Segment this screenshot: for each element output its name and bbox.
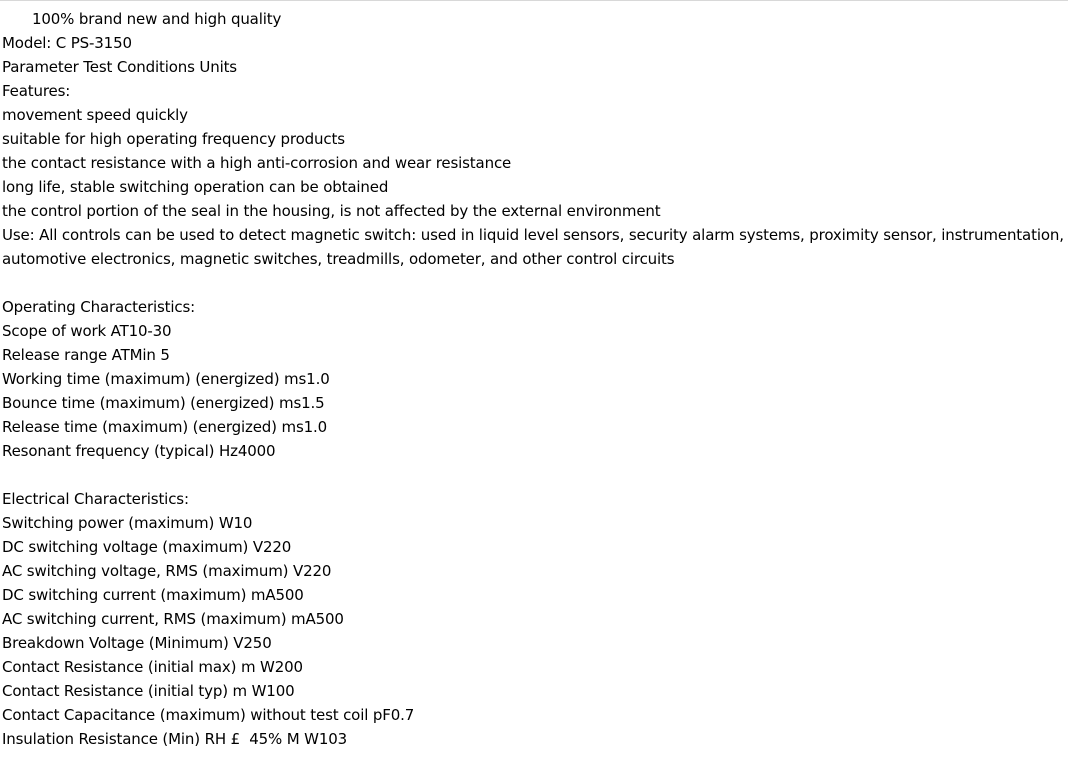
use-line: Use: All controls can be used to detect magnetic switch: used in liquid level sensors, security alarm systems, proximity sensor, instrumentation, bbox=[2, 226, 1064, 244]
model-line: Model: C PS-3150 bbox=[2, 34, 132, 52]
electrical-line: DC switching voltage (maximum) V220 bbox=[2, 538, 292, 556]
feature-line: the contact resistance with a high anti-corrosion and wear resistance bbox=[2, 154, 512, 172]
feature-line: suitable for high operating frequency products bbox=[2, 130, 345, 148]
electrical-line: DC switching current (maximum) mA500 bbox=[2, 586, 304, 604]
features-heading: Features: bbox=[2, 82, 71, 100]
intro-line: 100% brand new and high quality bbox=[32, 10, 282, 28]
electrical-line: Breakdown Voltage (Minimum) V250 bbox=[2, 634, 272, 652]
use-line: automotive electronics, magnetic switches, treadmills, odometer, and other control circuits bbox=[2, 250, 675, 268]
operating-heading: Operating Characteristics: bbox=[2, 298, 196, 316]
electrical-line: Insulation Resistance (Min) RH £ 45% M W103 bbox=[2, 730, 348, 748]
top-divider bbox=[0, 0, 1068, 1]
operating-line: Working time (maximum) (energized) ms1.0 bbox=[2, 370, 330, 388]
product-description bbox=[2, 7, 1062, 751]
electrical-line: AC switching voltage, RMS (maximum) V220 bbox=[2, 562, 332, 580]
electrical-line: AC switching current, RMS (maximum) mA500 bbox=[2, 610, 344, 628]
operating-line: Bounce time (maximum) (energized) ms1.5 bbox=[2, 394, 325, 412]
electrical-line: Contact Capacitance (maximum) without test coil pF0.7 bbox=[2, 706, 415, 724]
spacer bbox=[2, 463, 1062, 487]
electrical-heading: Electrical Characteristics: bbox=[2, 490, 189, 508]
electrical-line: Switching power (maximum) W10 bbox=[2, 514, 253, 532]
spacer bbox=[2, 271, 1062, 295]
electrical-line: Contact Resistance (initial typ) m W100 bbox=[2, 682, 295, 700]
operating-line: Scope of work AT10-30 bbox=[2, 322, 172, 340]
feature-line: the control portion of the seal in the housing, is not affected by the external environment bbox=[2, 202, 661, 220]
feature-line: long life, stable switching operation can be obtained bbox=[2, 178, 389, 196]
operating-line: Release range ATMin 5 bbox=[2, 346, 170, 364]
operating-line: Resonant frequency (typical) Hz4000 bbox=[2, 442, 276, 460]
parameter-header-line: Parameter Test Conditions Units bbox=[2, 58, 237, 76]
operating-line: Release time (maximum) (energized) ms1.0 bbox=[2, 418, 328, 436]
feature-line: movement speed quickly bbox=[2, 106, 188, 124]
electrical-line: Contact Resistance (initial max) m W200 bbox=[2, 658, 303, 676]
